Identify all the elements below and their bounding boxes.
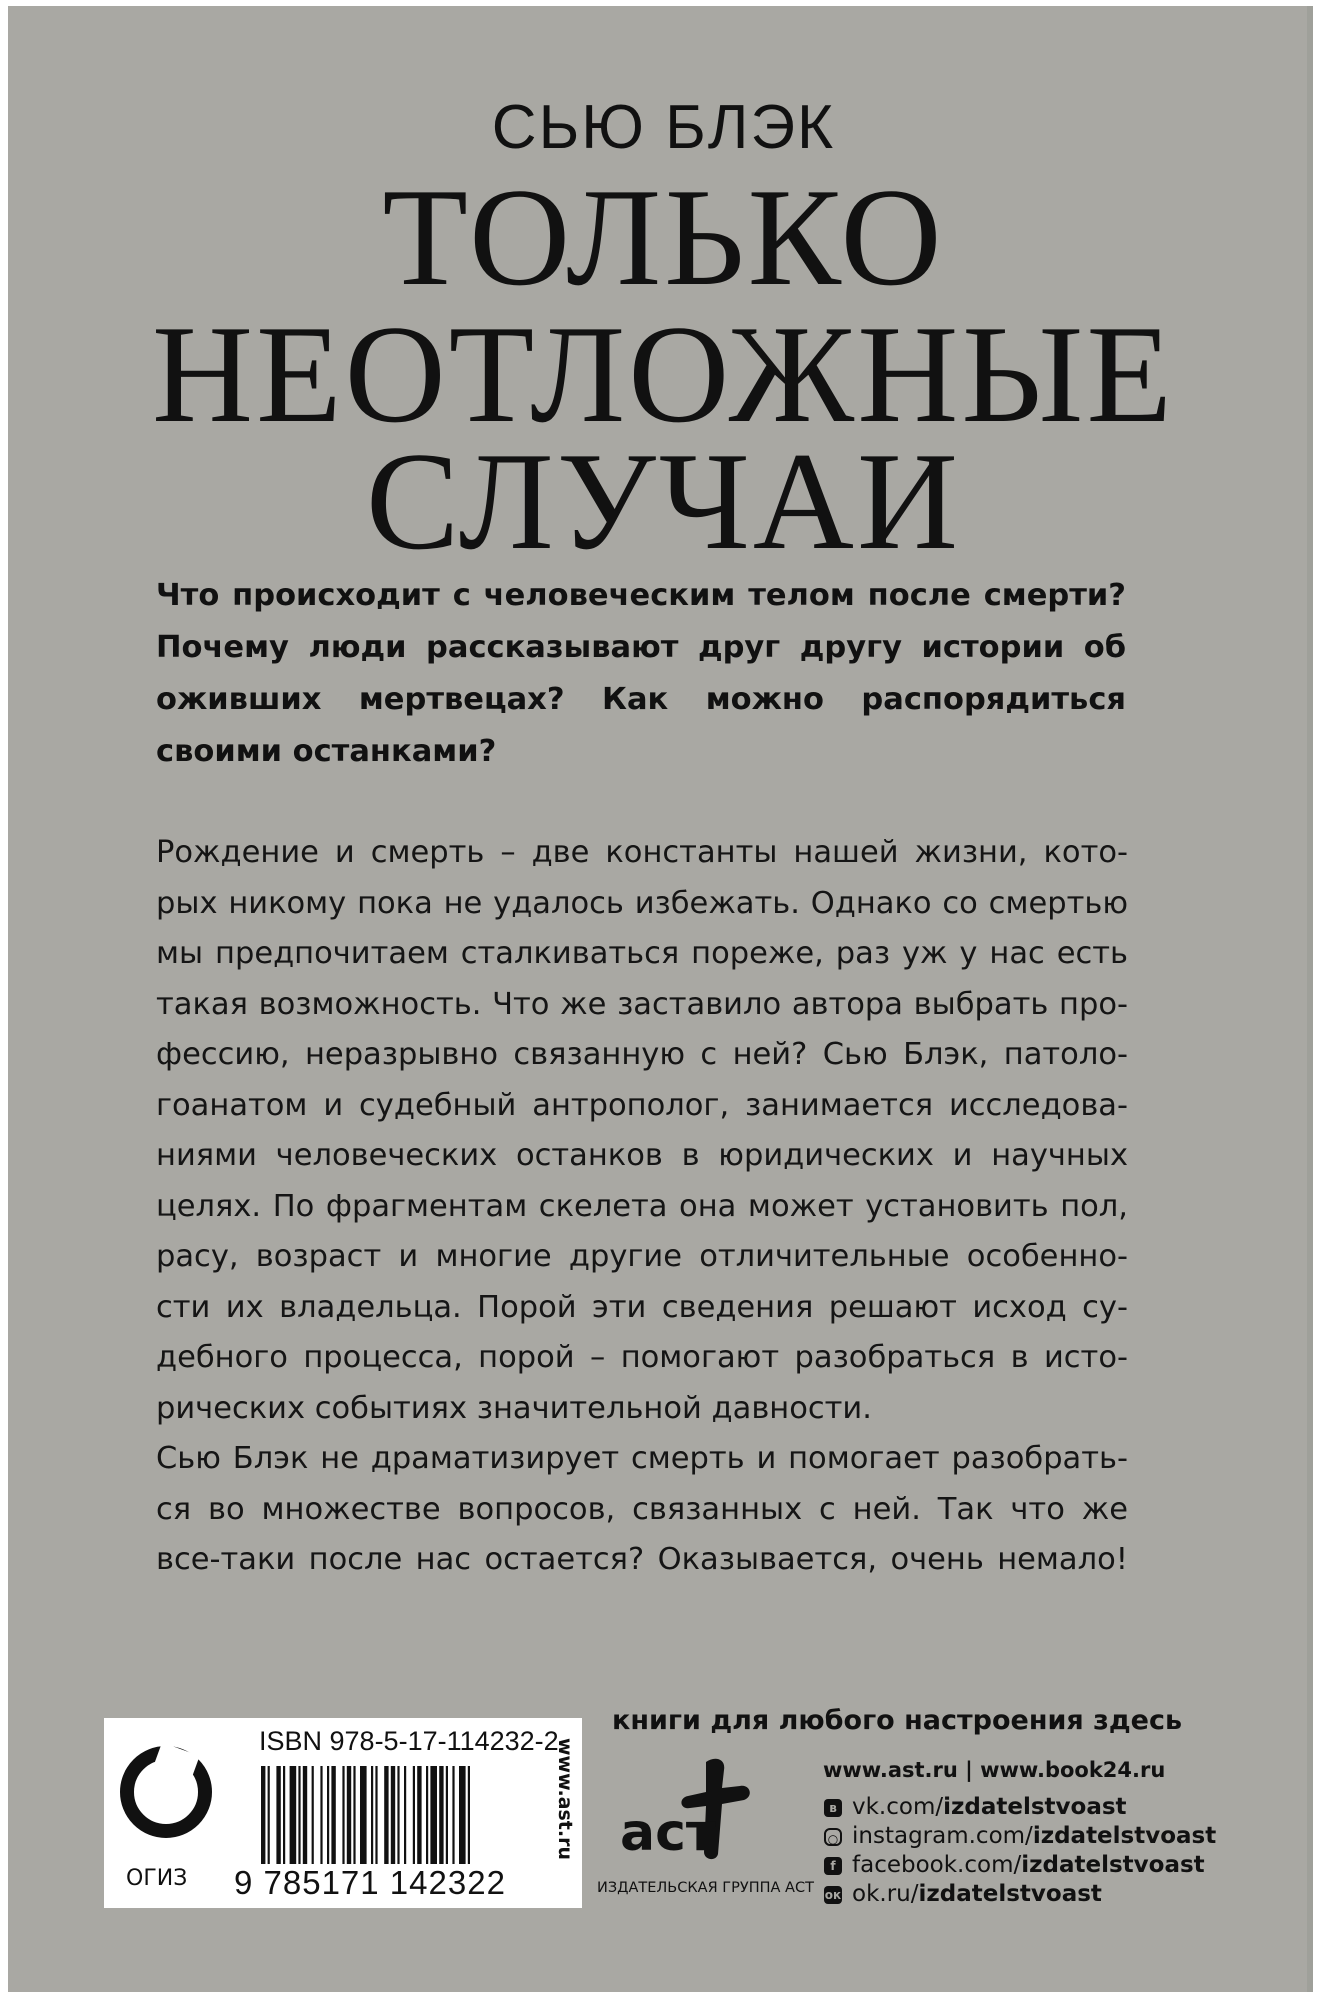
- publisher-websites[interactable]: www.ast.ru | www.book24.ru: [823, 1758, 1166, 1782]
- body-line: дебного процесса, порой – помогают разобраться в исто-: [156, 1340, 1128, 1375]
- body-line: мы предпочитаем сталкиваться пореже, раз уж у нас есть: [156, 936, 1128, 971]
- ogiz-logo-icon: [120, 1746, 212, 1838]
- author-name: СЬЮ БЛЭК: [491, 93, 836, 162]
- social-handle: izdatelstvoast: [918, 1881, 1102, 1907]
- social-prefix: vk.com/: [852, 1794, 944, 1820]
- social-handle: izdatelstvoast: [943, 1794, 1127, 1820]
- vertical-url: www.ast.ru: [554, 1738, 576, 1860]
- odnoklassniki-icon: ок: [824, 1887, 842, 1902]
- body-line: фессию, неразрывно связанную с ней? Сью Блэк, патоло-: [156, 1037, 1128, 1072]
- ogiz-logo-text: ОГИЗ: [126, 1866, 188, 1891]
- lead-line: Почему люди рассказывают друг другу истории об: [156, 630, 1126, 665]
- description-text: [156, 828, 1128, 1586]
- social-link-vk[interactable]: [824, 1793, 1216, 1822]
- body-line: Рождение и смерть – две константы нашей жизни, кото-: [156, 835, 1128, 870]
- social-prefix: ok.ru/: [852, 1881, 919, 1907]
- social-handle: izdatelstvoast: [1032, 1823, 1217, 1849]
- vk-icon: в: [824, 1799, 842, 1817]
- body-line: такая возможность. Что же заставило автора выбрать про-: [156, 986, 1128, 1022]
- lead-line: своими останками?: [156, 734, 497, 769]
- social-link-facebook[interactable]: [824, 1851, 1216, 1880]
- ast-logo-icon: [618, 1754, 768, 1864]
- publisher-group-name: ИЗДАТЕЛЬСКАЯ ГРУППА АСТ: [597, 1880, 814, 1896]
- body-line: ниями человеческих останков в юридических и научных: [156, 1138, 1128, 1173]
- barcode-number: 9 785171 142322: [234, 1864, 506, 1901]
- social-links: [824, 1793, 1216, 1909]
- body-line: целях. По фрагментам скелета она может установить пол,: [156, 1188, 1128, 1224]
- body-line: Сью Блэк не драматизирует смерть и помогает разобрать-: [156, 1441, 1128, 1476]
- body-line: рых никому пока не удалось избежать. Однако со смертью: [156, 885, 1128, 921]
- body-line: сти их владельца. Порой эти сведения решают исход су-: [156, 1289, 1128, 1325]
- ast-logo-text: аст: [620, 1803, 717, 1863]
- body-line: рических событиях значительной давности.: [156, 1390, 872, 1426]
- title-line-1: ТОЛЬКО: [382, 160, 945, 315]
- facebook-icon: f: [824, 1857, 842, 1875]
- body-line: расу, возраст и многие другие отличительные особенно-: [156, 1239, 1128, 1274]
- body-line: гоанатом и судебный антрополог, занимается исследова-: [156, 1087, 1128, 1123]
- lead-paragraph: [156, 570, 1126, 778]
- lead-line: оживших мертвецах? Как можно распорядиться: [156, 682, 1126, 717]
- social-prefix: facebook.com/: [852, 1852, 1022, 1878]
- body-line: ся во множестве вопросов, связанных с ней. Так что же: [156, 1491, 1128, 1527]
- barcode-panel: [104, 1718, 582, 1908]
- title-line-3: СЛУЧАИ: [365, 424, 962, 579]
- social-handle: izdatelstvoast: [1021, 1852, 1205, 1878]
- instagram-icon: ○: [824, 1828, 842, 1846]
- publisher-tagline: книги для любого настроения здесь: [612, 1705, 1183, 1736]
- barcode-icon: [259, 1766, 547, 1864]
- body-line: все-таки после нас остается? Оказывается, очень немало!: [156, 1542, 1128, 1577]
- isbn-label: ISBN 978-5-17-114232-2: [259, 1726, 559, 1756]
- title-line-2: НЕОТЛОЖНЫЕ: [152, 297, 1175, 452]
- lead-line: Что происходит с человеческим телом после смерти?: [156, 578, 1126, 613]
- social-link-ok[interactable]: [824, 1880, 1216, 1909]
- social-prefix: instagram.com/: [852, 1823, 1033, 1849]
- social-link-instagram[interactable]: [824, 1822, 1216, 1851]
